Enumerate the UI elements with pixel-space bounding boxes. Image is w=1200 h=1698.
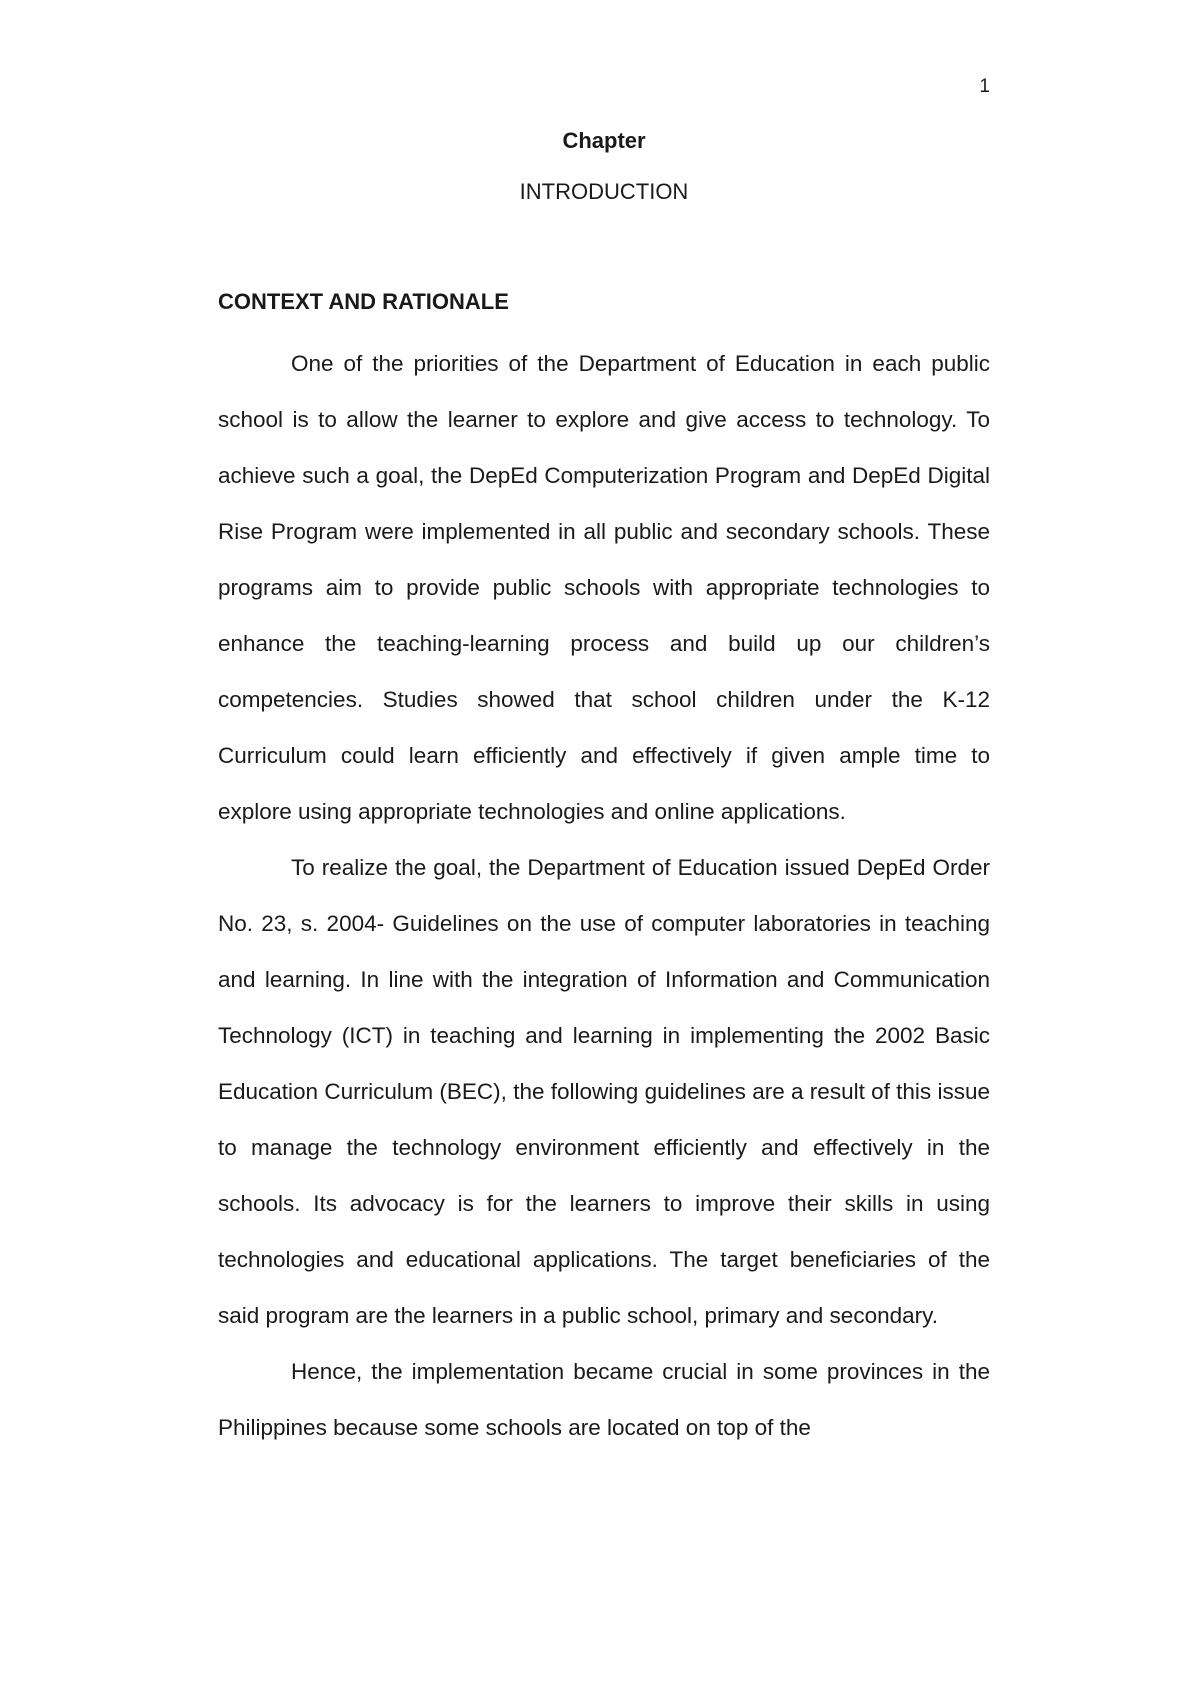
chapter-title: INTRODUCTION xyxy=(519,179,689,204)
chapter-label: Chapter xyxy=(562,128,646,153)
paragraph-1: One of the priorities of the Department of Education in each public school is to allow the learner to explore and give access to technology. To achieve such a goal, the DepEd Computerization Program and DepEd Digital Rise Program were implemented in all public and secondary schools. These programs aim to provide public schools with appropriate technologies to enhance the teaching-learning process and build up our children’s competencies. Studies showed that school children under the K-12 Curriculum could learn efficiently and effectively if given ample time to explore using appropriate technologies and online applications. xyxy=(218,351,990,824)
body-text xyxy=(218,336,990,1456)
page-number: 1 xyxy=(979,76,990,97)
paragraph-2: To realize the goal, the Department of Education issued DepEd Order No. 23, s. 2004- Guidelines on the use of computer laboratories in teaching and learning. In line with the integration of Information and Communication Technology (ICT) in teaching and learning in implementing the 2002 Basic Education Curriculum (BEC), the following guidelines are a result of this issue to manage the technology environment efficiently and effectively in the schools. Its advocacy is for the learners to improve their skills in using technologies and educational applications. The target beneficiaries of the said program are the learners in a public school, primary and secondary. xyxy=(218,855,990,1328)
paragraph-3: Hence, the implementation became crucial in some provinces in the Philippines because some schools are located on top of the xyxy=(218,1359,990,1440)
section-heading: CONTEXT AND RATIONALE xyxy=(218,289,509,314)
